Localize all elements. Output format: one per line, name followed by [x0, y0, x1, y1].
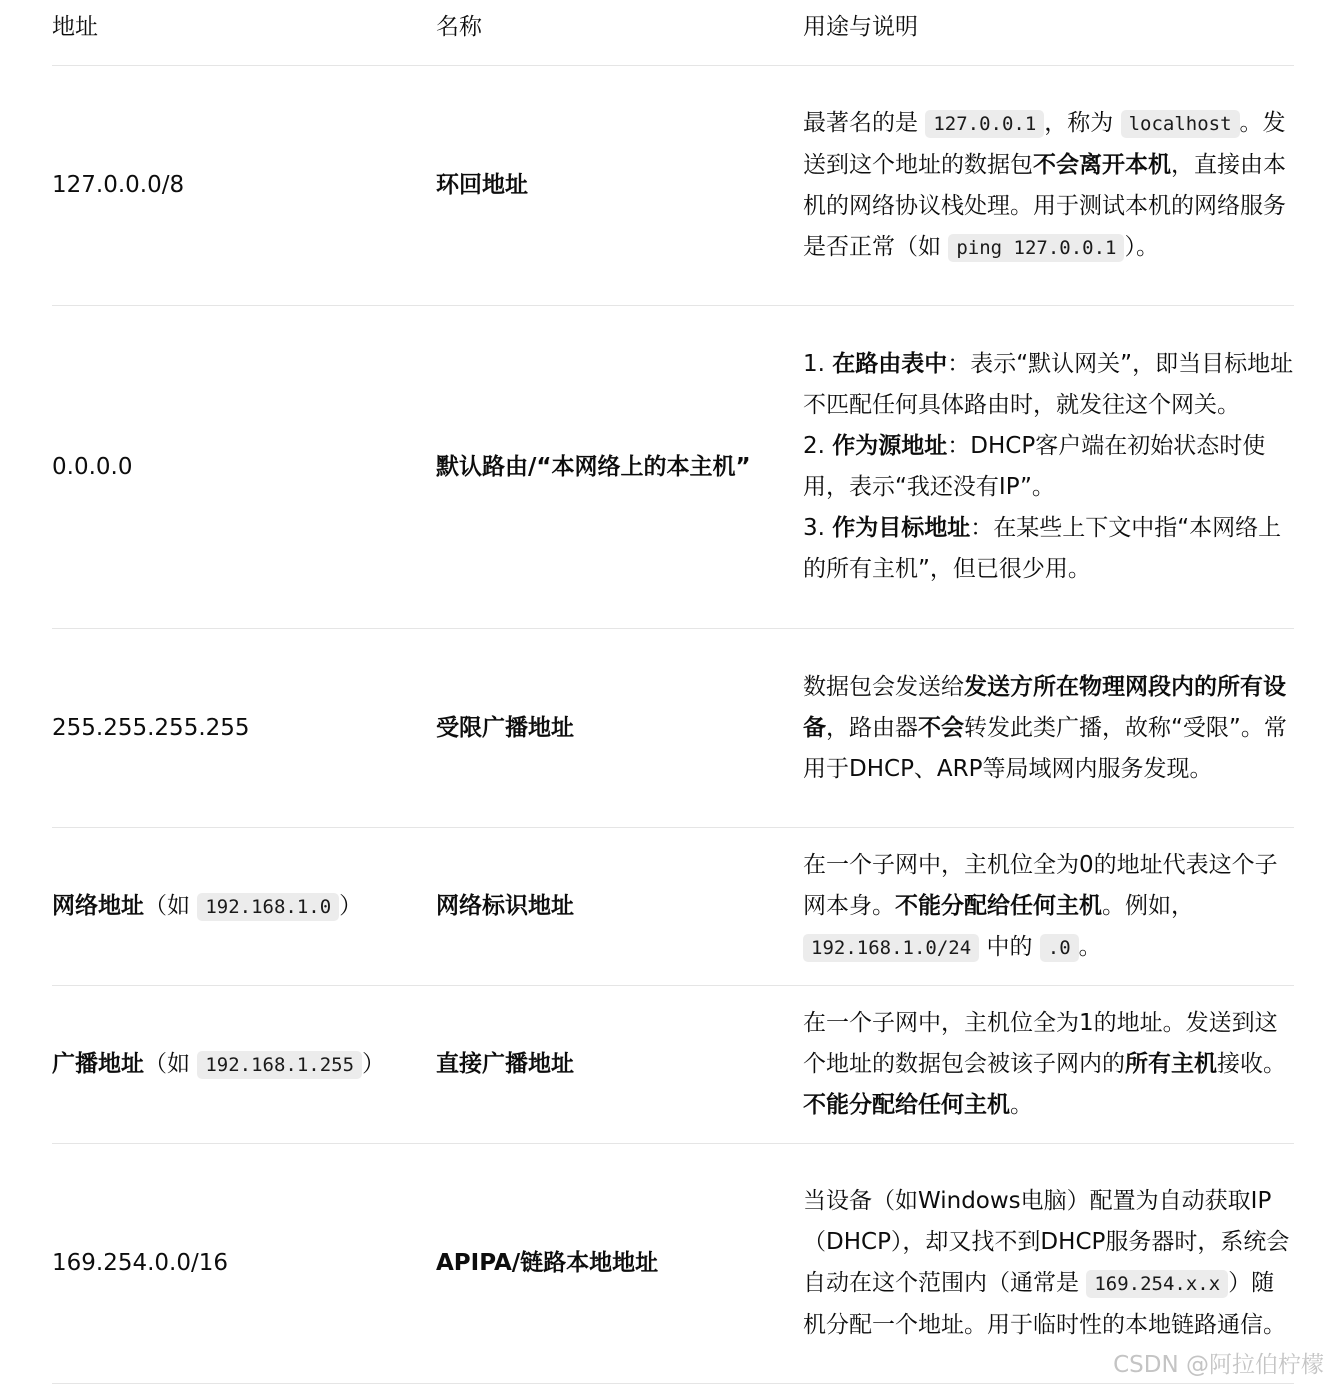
desc-text: ：表示“默认网关”，即当目标地址不匹配任何具体路由时，就发往这个网关。	[803, 351, 1294, 418]
header-address: 地址	[52, 14, 98, 40]
desc-bold: 不能分配给任何主机	[803, 1092, 1010, 1118]
inline-code: 192.168.1.0	[197, 893, 339, 921]
header-description: 用途与说明	[803, 14, 918, 40]
description-cell	[803, 845, 1294, 969]
desc-text: 数据包会发送给	[803, 673, 964, 700]
address-cell: 0.0.0.0	[52, 453, 133, 480]
table-row	[52, 66, 1294, 306]
table-row	[52, 1144, 1294, 1384]
name-cell: 网络标识地址	[436, 893, 574, 919]
desc-bold: 作为目标地址	[832, 515, 971, 541]
address-text: ）	[362, 1050, 386, 1077]
list-number: 1.	[803, 351, 833, 377]
desc-text: 在一个子网中，主机位全为0的地址代表这个子网本身。	[803, 851, 1278, 919]
desc-text: 转发此类广播，故称“受限”。常用于DHCP、ARP等局域网内服务发现。	[803, 714, 1287, 782]
desc-bold: 发送方所在物理网段内的所有设备	[803, 673, 1286, 741]
name-cell: 环回地址	[436, 172, 528, 198]
desc-bold: 不能分配给任何主机	[895, 892, 1102, 919]
address-text: （如	[144, 892, 198, 919]
desc-text: ：在某些上下文中指“本网络上的所有主机”，但已很少用。	[803, 515, 1282, 582]
name-cell: 默认路由/“本网络上的本主机”	[436, 453, 751, 480]
desc-bold: 在路由表中	[832, 351, 948, 377]
inline-code: 127.0.0.1	[925, 110, 1044, 138]
desc-list-item	[803, 508, 1294, 590]
list-number: 2.	[803, 433, 833, 459]
description-cell	[803, 103, 1294, 269]
address-cell: 255.255.255.255	[52, 714, 250, 741]
desc-text: 最著名的是	[803, 109, 926, 136]
desc-text: 。发送到这个地址的数据包	[803, 109, 1286, 178]
address-cell: 127.0.0.0/8	[52, 172, 185, 198]
description-cell	[803, 1181, 1294, 1346]
desc-bold: 不会离开本机	[1033, 151, 1171, 178]
inline-code: ping 127.0.0.1	[948, 234, 1124, 262]
desc-text: ，直接由本机的网络协议栈处理。用于测试本机的网络服务是否正常（如	[803, 151, 1286, 260]
inline-code: 169.254.x.x	[1086, 1270, 1228, 1298]
description-cell	[803, 1003, 1294, 1126]
desc-text: 当设备（如Windows电脑）配置为自动获取IP（DHCP），却又找不到DHCP服务器时，系统会自动在这个范围内（通常是	[803, 1188, 1290, 1296]
watermark: CSDN @阿拉伯柠檬	[1113, 1352, 1324, 1378]
list-number: 3.	[803, 515, 833, 541]
desc-bold: 作为源地址	[832, 433, 948, 459]
desc-bold: 不会	[918, 714, 964, 741]
desc-text: 在一个子网中，主机位全为1的地址。发送到这个地址的数据包会被该子网内的	[803, 1010, 1278, 1077]
desc-list-item	[803, 426, 1294, 508]
description-cell	[803, 667, 1294, 790]
desc-text: 。	[1078, 933, 1102, 960]
header-name: 名称	[436, 14, 482, 40]
description-cell	[803, 344, 1294, 590]
address-bold: 网络地址	[52, 892, 144, 919]
address-table	[52, 0, 1294, 1384]
table-header	[52, 0, 1294, 66]
table-row	[52, 986, 1294, 1144]
inline-code: 192.168.1.255	[197, 1051, 362, 1079]
address-cell	[52, 886, 436, 928]
desc-text: 接收。	[1217, 1051, 1286, 1077]
address-cell: 169.254.0.0/16	[52, 1250, 229, 1276]
desc-text: ，路由器	[826, 714, 918, 741]
table-row	[52, 828, 1294, 986]
address-cell	[52, 1044, 436, 1086]
desc-text: ）。	[1124, 233, 1159, 260]
name-cell: APIPA/链路本地地址	[436, 1250, 659, 1276]
address-bold: 广播地址	[52, 1050, 144, 1077]
desc-text: 。	[1010, 1092, 1033, 1118]
table-row	[52, 306, 1294, 629]
table-row	[52, 629, 1294, 828]
desc-text: 中的	[979, 933, 1040, 960]
name-cell: 直接广播地址	[436, 1051, 574, 1077]
desc-text: ：DHCP客户端在初始状态时使用，表示“我还没有IP”。	[803, 433, 1266, 500]
address-text: ）	[339, 892, 363, 919]
inline-code: localhost	[1121, 110, 1240, 138]
name-cell: 受限广播地址	[436, 714, 574, 741]
inline-code: .0	[1040, 934, 1079, 962]
inline-code: 192.168.1.0/24	[803, 934, 979, 962]
desc-list-item	[803, 344, 1294, 426]
desc-bold: 所有主机	[1125, 1051, 1217, 1077]
desc-text: ）随机分配一个地址。用于临时性的本地链路通信。	[803, 1270, 1286, 1338]
desc-text: ，称为	[1044, 109, 1121, 136]
desc-text: 。例如，	[1102, 892, 1194, 919]
address-text: （如	[144, 1050, 198, 1077]
